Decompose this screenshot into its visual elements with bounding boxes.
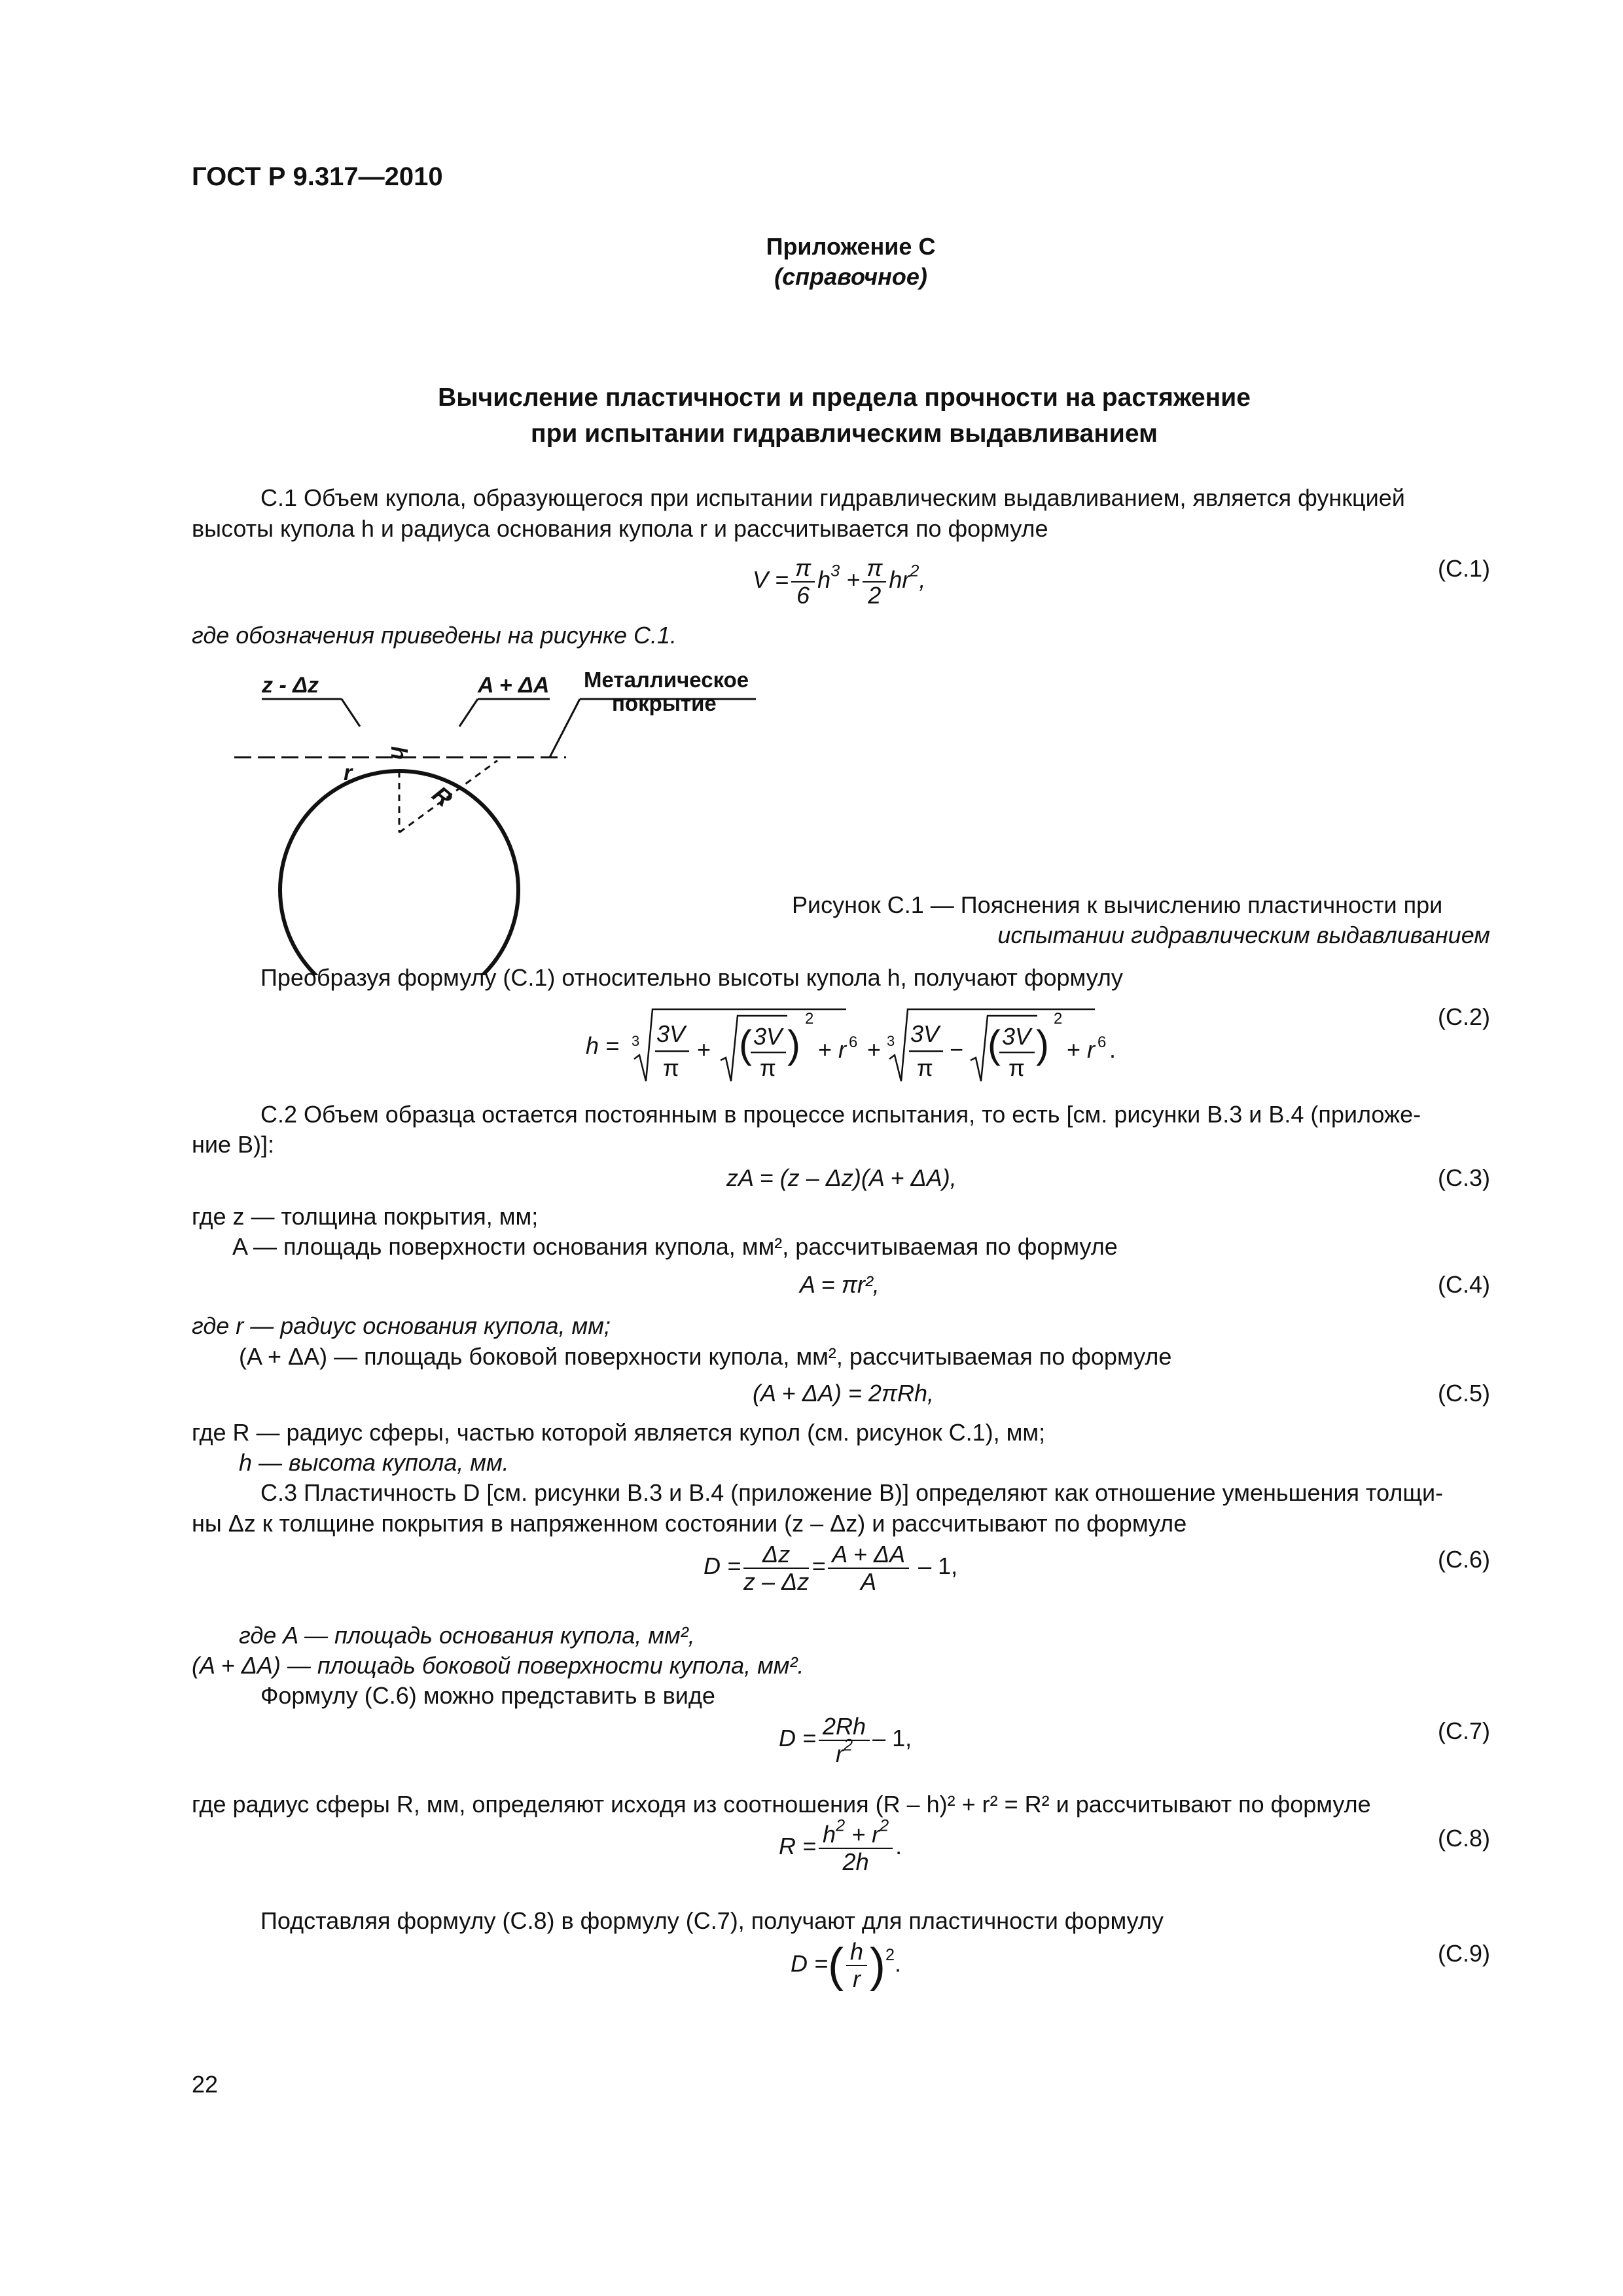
- svg-text:+: +: [697, 1036, 711, 1063]
- svg-text:2: 2: [805, 1010, 814, 1028]
- paragraph-radius: где радиус сферы R, мм, определяют исходя из соотношения (R – h)² + r² = R² и рассчитывают по формуле: [192, 1791, 1371, 1818]
- svg-text:3V: 3V: [656, 1020, 686, 1047]
- label-coating-leader: [550, 699, 580, 757]
- svg-text:6: 6: [1097, 1033, 1107, 1051]
- equation-number-c7: (С.7): [1438, 1717, 1490, 1744]
- svg-text:3V: 3V: [1002, 1023, 1031, 1050]
- paragraph-c3-line2: ны Δz к толщине покрытия в напряженном состоянии (z – Δz) и рассчитывают по формуле: [192, 1510, 1187, 1537]
- label-R: R: [427, 780, 458, 812]
- equation-number-c1: (С.1): [1438, 555, 1490, 582]
- svg-text:): ): [787, 1022, 800, 1066]
- paragraph-c1-line2: высоты купола h и радиуса основания купола r и рассчитывается по формуле: [192, 515, 1048, 542]
- page-number: 22: [192, 2071, 219, 2098]
- svg-text:(: (: [988, 1022, 1001, 1066]
- formula-c2: [586, 995, 1122, 1093]
- figure-reference-text: где обозначения приведены на рисунке С.1.: [192, 622, 677, 649]
- svg-text:+ r: + r: [818, 1036, 847, 1063]
- svg-text:6: 6: [849, 1033, 858, 1051]
- equation-number-c9: (С.9): [1438, 1940, 1490, 1967]
- svg-text:(: (: [739, 1022, 752, 1066]
- appendix-title: Приложение С: [766, 233, 936, 260]
- document-id: ГОСТ Р 9.317—2010: [192, 162, 443, 191]
- appendix-subtitle: (справочное): [774, 263, 927, 290]
- svg-text:π: π: [917, 1054, 933, 1081]
- figure-caption-line2: испытании гидравлическим выдавливанием: [997, 922, 1490, 948]
- label-a-leader: [459, 699, 478, 726]
- svg-text:+: +: [867, 1036, 882, 1063]
- where-a-delta: (A + ΔA) — площадь боковой поверхности купола, мм², рассчитываемая по формуле: [239, 1343, 1172, 1370]
- svg-text:h =: h =: [586, 1032, 620, 1059]
- formula-c4: A = πr²,: [800, 1271, 880, 1298]
- formula-c9: D =( $\frac{h}{r}$ )$^2$.: [791, 1938, 902, 1992]
- svg-text:−: −: [950, 1036, 964, 1063]
- svg-text:3: 3: [632, 1033, 640, 1049]
- where-a-2: где A — площадь основания купола, мм²,: [239, 1622, 695, 1649]
- paragraph-c6-represent: Формулу (С.6) можно представить в виде: [260, 1682, 715, 1709]
- label-coating-line1: Металлическое: [584, 668, 749, 692]
- paragraph-c2-line1: С.2 Объем образца остается постоянным в процессе испытания, то есть [см. рисунки В.3 и В.4 (приложе-: [260, 1101, 1421, 1128]
- paragraph-c1-line1: С.1 Объем купола, образующегося при испытании гидравлическим выдавливанием, является функцией: [260, 484, 1405, 511]
- svg-text:2: 2: [1054, 1010, 1063, 1028]
- section-heading-line2: при испытании гидравлическим выдавливанием: [531, 420, 1158, 448]
- paragraph-transform: Преобразуя формулу (С.1) относительно высоты купола h, получают формулу: [260, 964, 1123, 991]
- equation-number-c4: (С.4): [1438, 1271, 1490, 1298]
- svg-text:.: .: [1109, 1036, 1116, 1063]
- svg-text:3V: 3V: [910, 1020, 940, 1047]
- label-h: h: [386, 746, 411, 760]
- label-coating-line2: покрытие: [612, 691, 717, 715]
- label-a: A + ΔA: [478, 673, 550, 698]
- where-z: где z — толщина покрытия, мм;: [192, 1203, 539, 1230]
- paragraph-c2-line2: ние В)]:: [192, 1131, 275, 1158]
- equation-number-c3: (С.3): [1438, 1164, 1490, 1191]
- equation-number-c2: (С.2): [1438, 1003, 1490, 1030]
- svg-text:3V: 3V: [753, 1023, 783, 1050]
- where-a: A — площадь поверхности основания купола, мм², рассчитываемая по формуле: [232, 1233, 1118, 1260]
- where-r: где r — радиус основания купола, мм;: [192, 1312, 611, 1339]
- svg-text:π: π: [1008, 1054, 1025, 1081]
- formula-c1: V = $\frac{\pi}{6}$ $h^3$ + $\frac{\pi}{2}$ $hr^2$,: [753, 554, 926, 609]
- figure-c1-dome-diagram: [223, 661, 812, 975]
- formula-c6: D = $\frac{\Delta z}{z - \Delta z}$ = $\frac{A + \Delta A}{A}$ – 1,: [704, 1541, 958, 1595]
- equation-number-c5: (С.5): [1438, 1380, 1490, 1407]
- svg-text:): ): [1036, 1022, 1049, 1066]
- equation-number-c6: (С.6): [1438, 1546, 1490, 1573]
- formula-c5: (A + ΔA) = 2πRh,: [753, 1380, 935, 1407]
- label-r: r: [344, 761, 353, 785]
- figure-caption-text1: Рисунок С.1 — Пояснения к вычислению пластичности при: [792, 891, 1443, 918]
- paragraph-c3-line1: С.3 Пластичность D [см. рисунки В.3 и В.4 (приложение В)] определяют как отношение уменьшения толщи-: [260, 1479, 1444, 1506]
- formula-c3: zA = (z – Δz)(A + ΔA),: [726, 1164, 957, 1191]
- sphere-circle: [280, 771, 518, 975]
- section-heading-line1: Вычисление пластичности и предела прочности на растяжение: [438, 384, 1251, 412]
- svg-text:π: π: [663, 1054, 679, 1081]
- formula-c8: R = $\frac{h^2 + r^2}{2h}$ .: [779, 1816, 902, 1875]
- where-a-delta-2: (A + ΔA) — площадь боковой поверхности купола, мм².: [192, 1652, 804, 1679]
- formula-c7: D = $\frac{2Rh}{r^2}$ – 1,: [779, 1713, 912, 1767]
- equation-number-c8: (С.8): [1438, 1825, 1490, 1852]
- svg-text:3: 3: [887, 1033, 895, 1049]
- where-big-r: где R — радиус сферы, частью которой является купол (см. рисунок С.1), мм;: [192, 1419, 1046, 1446]
- label-z-leader: [342, 699, 360, 726]
- figure-caption-line1: [792, 890, 1442, 920]
- svg-text:+ r: + r: [1067, 1036, 1096, 1063]
- where-h: h — высота купола, мм.: [239, 1449, 509, 1476]
- paragraph-substitute: Подставляя формулу (С.8) в формулу (С.7), получают для пластичности формулу: [260, 1907, 1164, 1934]
- label-z: z - Δz: [262, 673, 319, 698]
- svg-text:π: π: [760, 1054, 776, 1081]
